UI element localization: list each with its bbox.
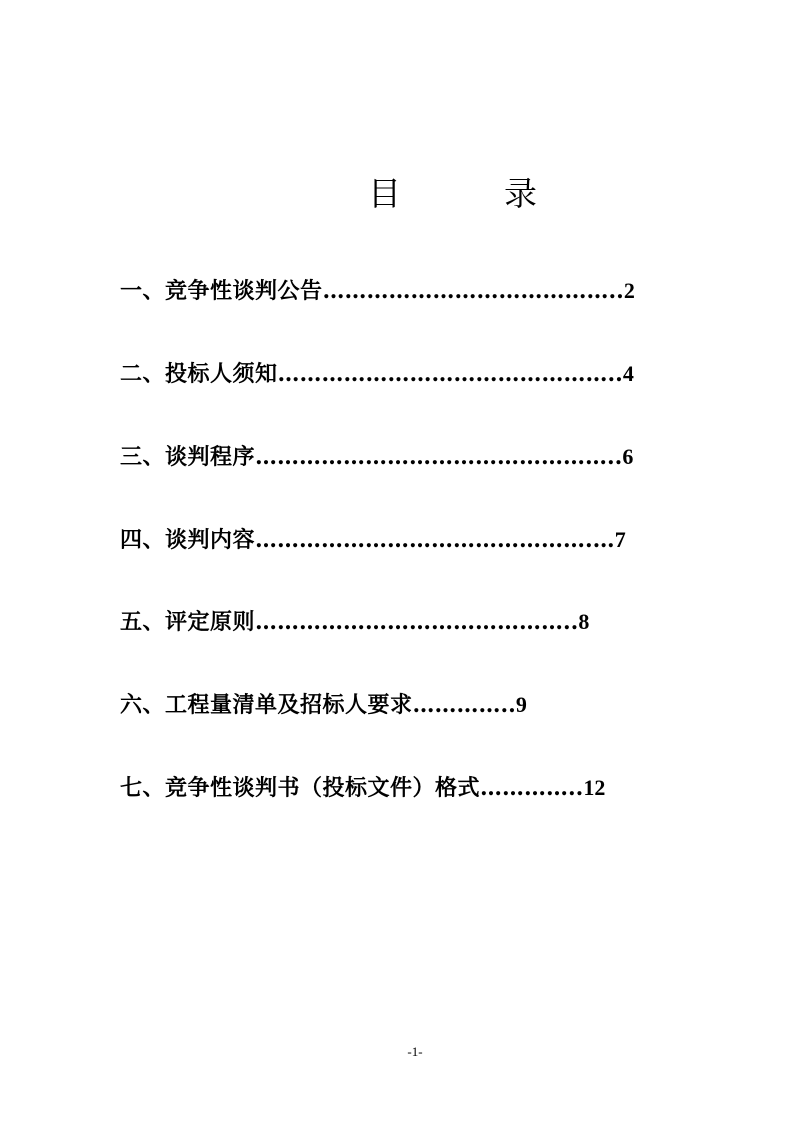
toc-entry-leader: ……………………………………….…: [255, 527, 615, 553]
toc-entry-page: 2: [623, 278, 635, 303]
toc-entry-label: 五、评定原则: [120, 609, 256, 635]
toc-entry-2[interactable]: [120, 359, 634, 389]
toc-entry-label: 七、竞争性谈判书（投标文件）格式: [120, 775, 481, 801]
toc-entry-page: 12: [583, 775, 606, 800]
toc-entry-leader: ………………………………………..: [277, 361, 623, 387]
toc-entry-5[interactable]: [120, 607, 589, 637]
toc-entry-leader: ……………………………………..: [255, 609, 579, 635]
toc-entry-leader: …………..: [480, 775, 584, 801]
toc-entry-page: 8: [578, 609, 590, 634]
toc-entry-3[interactable]: [120, 442, 633, 472]
toc-entry-leader: …………..: [412, 692, 516, 718]
toc-entry-label: 一、竞争性谈判公告: [120, 278, 323, 304]
toc-entry-label: 二、投标人须知: [120, 361, 278, 387]
toc-title-char-2: 录: [504, 174, 537, 213]
toc-entry-label: 四、谈判内容: [120, 527, 256, 553]
toc-entry-page: 6: [622, 444, 634, 469]
toc-entry-label: 三、谈判程序: [120, 444, 256, 470]
toc-entry-leader: …………………………………………..: [255, 444, 623, 470]
toc-entry-page: 7: [614, 527, 626, 552]
toc-title-char-1: 目: [368, 174, 401, 213]
footer-page-number: -1-: [407, 1044, 423, 1059]
toc-entry-1[interactable]: [120, 276, 635, 306]
toc-entry-7[interactable]: [120, 773, 605, 803]
toc-entry-leader: …………………………………..: [322, 278, 624, 304]
toc-entry-page: 4: [622, 361, 634, 386]
toc-entry-page: 9: [515, 692, 527, 717]
toc-list: [120, 0, 760, 1123]
toc-entry-6[interactable]: [120, 690, 527, 720]
toc-entry-label: 六、工程量清单及招标人要求: [120, 692, 413, 718]
toc-entry-4[interactable]: [120, 525, 626, 555]
